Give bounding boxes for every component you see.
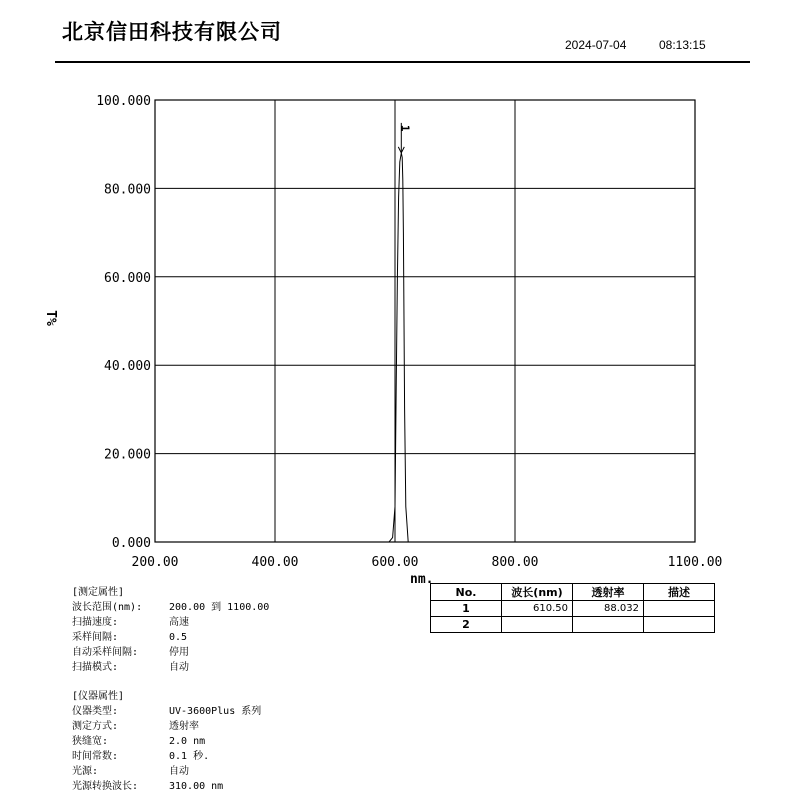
measure-value: 高速 — [169, 617, 189, 628]
measure-value: 自动 — [169, 662, 189, 673]
measure-value: 停用 — [169, 647, 189, 658]
parameter-block — [72, 585, 270, 794]
table-row — [431, 617, 715, 633]
instrument-row — [72, 704, 262, 719]
measure-row — [72, 600, 270, 615]
instrument-row — [72, 749, 210, 764]
instrument-value: 自动 — [169, 766, 189, 777]
measure-row — [72, 645, 189, 660]
peak-no: 1 — [431, 601, 502, 617]
y-tick-label: 80.000 — [104, 182, 151, 198]
measure-key: 扫描模式: — [72, 662, 119, 673]
chart-grid — [155, 100, 695, 542]
measure-row — [72, 660, 189, 675]
x-tick-label: 600.00 — [371, 555, 419, 570]
y-tick-label: 100.000 — [96, 94, 151, 109]
instrument-key: 仪器类型: — [72, 706, 119, 717]
instrument-value: 透射率 — [169, 721, 199, 732]
instrument-row — [72, 734, 206, 749]
instrument-key: 光源转换波长: — [72, 781, 139, 792]
instrument-value: 2.0 nm — [169, 736, 206, 747]
instrument-value: 0.1 秒. — [169, 751, 210, 762]
x-tick-label: 400.00 — [251, 555, 299, 570]
instrument-key: 光源: — [72, 766, 99, 777]
report-time: 08:13:15 — [659, 38, 706, 52]
report-date: 2024-07-04 — [565, 38, 627, 52]
instrument-key: 时间常数: — [72, 751, 119, 762]
instrument-value: 310.00 nm — [169, 781, 224, 792]
measure-value: 0.5 — [169, 632, 188, 643]
y-tick-labels — [96, 94, 151, 551]
measure-row — [72, 630, 188, 645]
peak-wavelength: 610.50 — [502, 601, 573, 617]
peak-col-wavelength: 波长(nm) — [502, 584, 573, 601]
instrument-key: 测定方式: — [72, 721, 119, 732]
measure-section-title: [测定属性] — [72, 587, 125, 598]
measure-key: 自动采样间隔: — [72, 647, 139, 658]
instrument-row — [72, 719, 199, 734]
peak-wavelength — [502, 617, 573, 633]
peak-description — [644, 601, 715, 617]
measure-key: 波长范围(nm): — [72, 602, 143, 613]
plot-frame — [155, 100, 695, 542]
measure-key: 扫描速度: — [72, 617, 119, 628]
y-tick-label: 20.000 — [104, 447, 151, 463]
y-tick-label: 60.000 — [104, 270, 151, 286]
peak-col-transmittance: 透射率 — [573, 584, 644, 601]
peak-description — [644, 617, 715, 633]
x-tick-labels — [132, 555, 723, 570]
instrument-key: 狭缝宽: — [72, 736, 109, 747]
instrument-section-title: [仪器属性] — [72, 691, 125, 702]
x-axis-label: nm. — [410, 572, 434, 587]
table-row — [431, 601, 715, 617]
peak-transmittance: 88.032 — [573, 601, 644, 617]
x-tick-label: 200.00 — [131, 555, 179, 570]
peak-label: 1 — [398, 124, 412, 132]
spectrum-line — [155, 153, 695, 542]
x-tick-label: 800.00 — [491, 555, 539, 570]
company-name: 北京信田科技有限公司 — [62, 20, 282, 44]
y-tick-label: 0.000 — [111, 536, 151, 551]
peak-table — [430, 583, 715, 633]
peak-col-no: No. — [431, 584, 502, 601]
x-tick-label: 1100.00 — [667, 555, 723, 570]
peak-transmittance — [573, 617, 644, 633]
peak-col-description: 描述 — [644, 584, 715, 601]
measure-value: 200.00 到 1100.00 — [169, 602, 270, 613]
measure-row — [72, 615, 189, 630]
instrument-row — [72, 764, 189, 779]
measure-key: 采样间隔: — [72, 632, 119, 643]
y-axis-label: T% — [43, 310, 58, 326]
instrument-value: UV-3600Plus 系列 — [169, 706, 262, 717]
y-tick-label: 40.000 — [104, 359, 151, 375]
peak-annotations — [398, 123, 411, 153]
instrument-row — [72, 779, 224, 794]
peak-no: 2 — [431, 617, 502, 633]
